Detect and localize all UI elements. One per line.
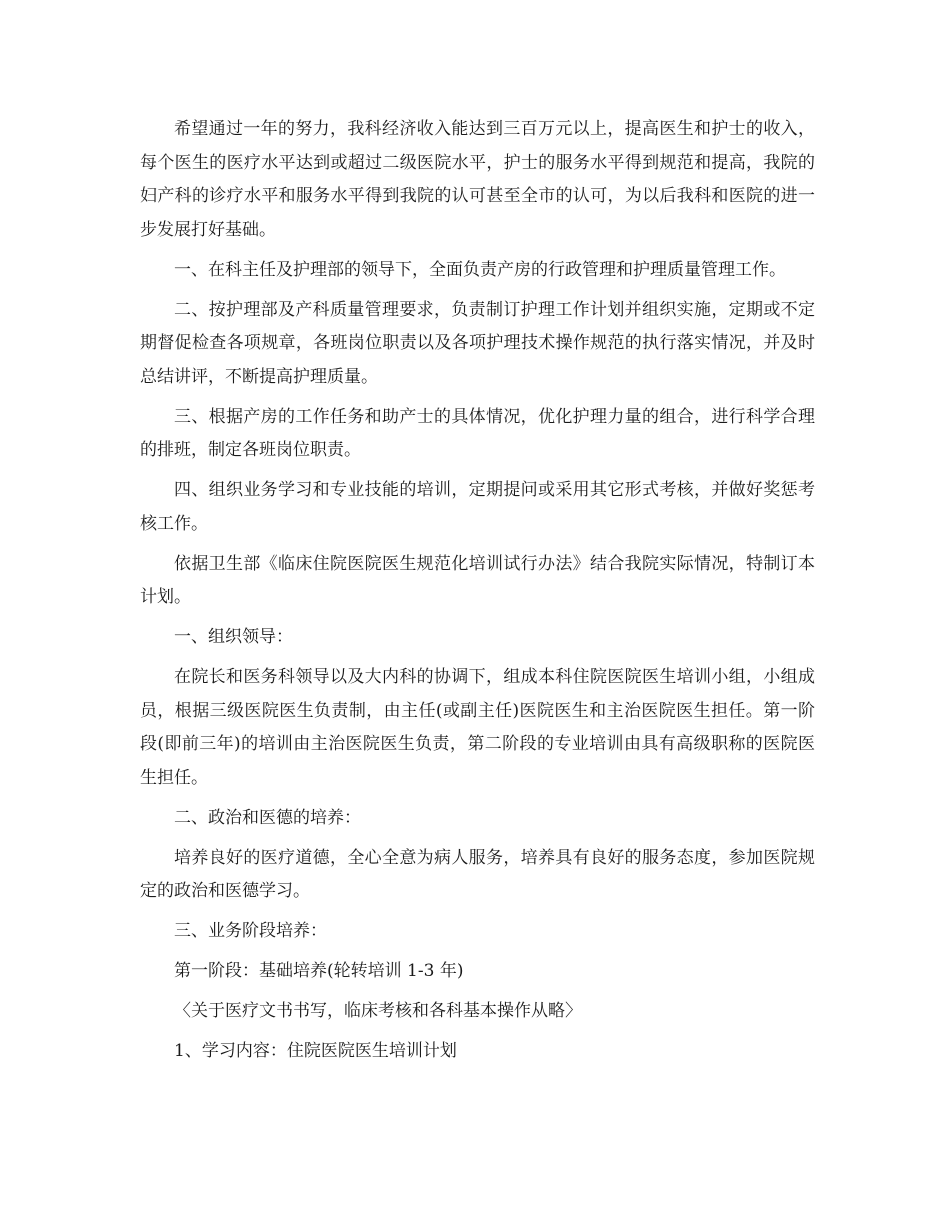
- paragraph-duty-2: 二、按护理部及产科质量管理要求，负责制订护理工作计划并组织实施，定期或不定期督促检查各项规章，各班岗位职责以及各项护理技术操作规范的执行落实情况，并及时总结讲评，不断提高护理质量。: [140, 299, 815, 387]
- paragraph-learning-content: 1、学习内容：住院医院医生培训计划: [174, 1041, 457, 1061]
- paragraph-duty-1: 一、在科主任及护理部的领导下，全面负责产房的行政管理和护理质量管理工作。: [174, 259, 786, 280]
- paragraph-omitted-note: 〈关于医疗文书书写，临床考核和各科基本操作从略〉: [174, 1001, 582, 1021]
- heading-ethics: 二、政治和医德的培养：: [174, 807, 361, 828]
- document-body: [140, 113, 815, 1075]
- heading-stage-training: 三、业务阶段培养：: [174, 921, 327, 941]
- heading-organization: 一、组织领导：: [174, 627, 293, 647]
- paragraph-stage-one: 第一阶段：基础培养(轮转培训 1-3 年): [174, 961, 464, 981]
- paragraph-goals: 希望通过一年的努力，我科经济收入能达到三百万元以上，提高医生和护士的收入，每个医生的医疗水平达到或超过二级医院水平，护士的服务水平得到规范和提高，我院的妇产科的诊疗水平和服务水平得到我院的认可甚至全市的认可，为以后我科和医院的进一步发展打好基础。: [140, 119, 815, 240]
- paragraph-plan-intro: 依据卫生部《临床住院医院医生规范化培训试行办法》结合我院实际情况，特制订本计划。: [140, 553, 815, 607]
- paragraph-duty-4: 四、组织业务学习和专业技能的培训，定期提问或采用其它形式考核，并做好奖惩考核工作。: [140, 480, 815, 534]
- paragraph-organization: 在院长和医务科领导以及大内科的协调下，组成本科住院医院医生培训小组，小组成员，根据三级医院医生负责制，由主任(或副主任)医院医生和主治医院医生担任。第一阶段(即前三年)的培训由主治医院医生负责，第二阶段的专业培训由具有高级职称的医院医生担任。: [140, 667, 815, 788]
- paragraph-ethics: 培养良好的医疗道德，全心全意为病人服务，培养具有良好的服务态度，参加医院规定的政治和医德学习。: [140, 847, 815, 901]
- paragraph-duty-3: 三、根据产房的工作任务和助产士的具体情况，优化护理力量的组合，进行科学合理的排班，制定各班岗位职责。: [140, 406, 815, 460]
